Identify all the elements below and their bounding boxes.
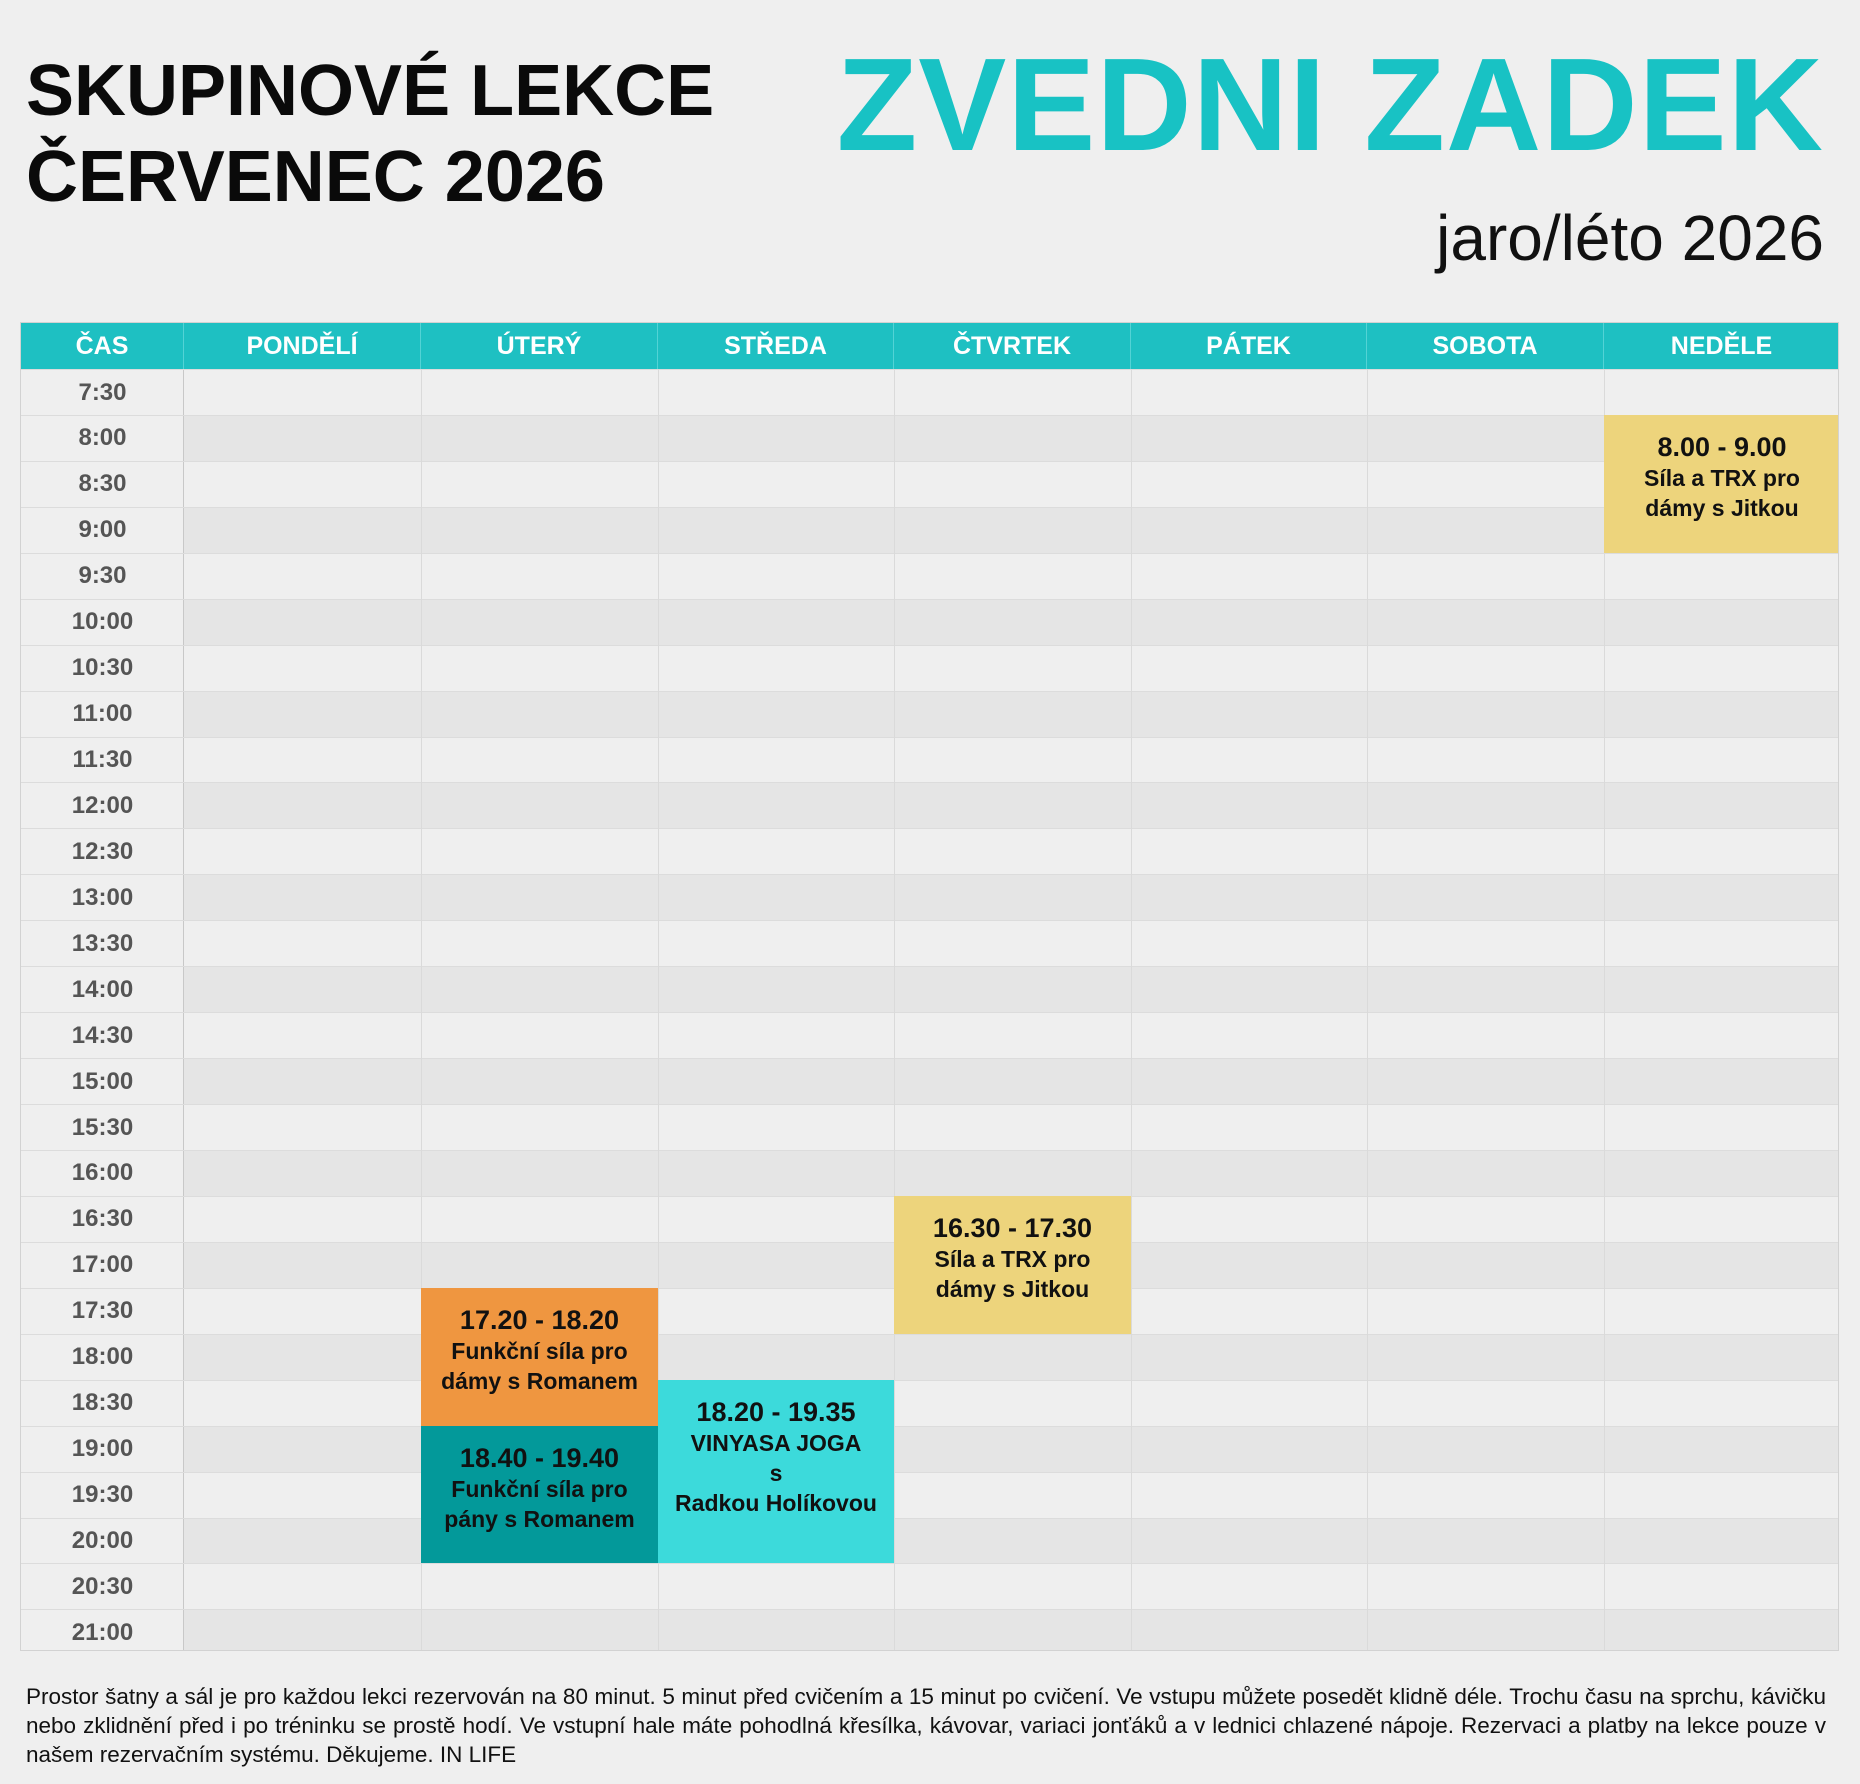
schedule-row — [21, 1334, 1838, 1380]
column-divider — [1604, 369, 1605, 1650]
time-label: 15:30 — [21, 1104, 184, 1150]
schedule-header — [21, 323, 1838, 369]
title-line-1: SKUPINOVÉ LEKCE — [26, 51, 715, 131]
schedule-row — [21, 1150, 1838, 1196]
time-label: 11:00 — [21, 691, 184, 737]
event-description: VINYASA JOGA s Radkou Holíkovou — [675, 1429, 877, 1516]
column-divider — [1367, 369, 1368, 1650]
column-header-patek: PÁTEK — [1131, 323, 1367, 369]
time-label: 10:30 — [21, 645, 184, 691]
time-label: 16:30 — [21, 1196, 184, 1242]
column-header-streda: STŘEDA — [658, 323, 894, 369]
time-label: 20:30 — [21, 1563, 184, 1609]
schedule-row — [21, 461, 1838, 507]
time-label: 10:00 — [21, 599, 184, 645]
column-header-sobota: SOBOTA — [1367, 323, 1604, 369]
class-event-streda[interactable] — [658, 1380, 894, 1564]
time-label: 17:00 — [21, 1242, 184, 1288]
class-event-nedele[interactable] — [1604, 415, 1839, 553]
schedule-row — [21, 599, 1838, 645]
column-header-ctvrtek: ČTVRTEK — [894, 323, 1131, 369]
event-time: 8.00 - 9.00 — [1657, 431, 1787, 462]
schedule-row — [21, 507, 1838, 553]
schedule-row — [21, 920, 1838, 966]
time-label: 15:00 — [21, 1058, 184, 1104]
schedule-row — [21, 782, 1838, 828]
event-description: Síla a TRX pro dámy s Jitkou — [934, 1245, 1091, 1302]
time-label: 9:30 — [21, 553, 184, 599]
time-label: 14:00 — [21, 966, 184, 1012]
schedule-row — [21, 1058, 1838, 1104]
time-label: 14:30 — [21, 1012, 184, 1058]
event-description: Funkční síla pro dámy s Romanem — [441, 1337, 638, 1394]
schedule-row — [21, 737, 1838, 783]
schedule-row — [21, 828, 1838, 874]
time-label: 19:30 — [21, 1472, 184, 1518]
season-label: jaro/léto 2026 — [1436, 202, 1824, 274]
time-label: 18:00 — [21, 1334, 184, 1380]
schedule-row — [21, 369, 1838, 415]
event-time: 18.40 - 19.40 — [459, 1442, 620, 1473]
schedule-row — [21, 966, 1838, 1012]
class-event-ctvrtek[interactable] — [894, 1196, 1131, 1334]
time-label: 19:00 — [21, 1426, 184, 1472]
column-divider — [1131, 369, 1132, 1650]
class-event-utery[interactable] — [421, 1426, 658, 1564]
time-label: 21:00 — [21, 1609, 184, 1651]
column-header-utery: ÚTERÝ — [421, 323, 658, 369]
time-label: 11:30 — [21, 737, 184, 783]
schedule-row — [21, 1472, 1838, 1518]
event-time: 18.20 - 19.35 — [696, 1396, 856, 1427]
schedule-row — [21, 1609, 1838, 1651]
event-description: Funkční síla pro pány s Romanem — [444, 1475, 635, 1532]
column-divider — [894, 369, 895, 1650]
time-label: 17:30 — [21, 1288, 184, 1334]
time-label: 7:30 — [21, 369, 184, 415]
title-line-2: ČERVENEC 2026 — [26, 137, 605, 217]
time-label: 13:00 — [21, 874, 184, 920]
schedule-row — [21, 1104, 1838, 1150]
schedule-row — [21, 415, 1838, 461]
event-description: Síla a TRX pro dámy s Jitkou — [1644, 464, 1800, 521]
time-label: 9:00 — [21, 507, 184, 553]
event-time: 17.20 - 18.20 — [459, 1304, 620, 1335]
schedule-row — [21, 645, 1838, 691]
column-header-cas: ČAS — [21, 323, 184, 369]
brand-logo: ZVEDNI ZADEK — [836, 31, 1824, 178]
schedule-row — [21, 1426, 1838, 1472]
schedule-row — [21, 1518, 1838, 1564]
schedule-row — [21, 1012, 1838, 1058]
column-header-nedele: NEDĚLE — [1604, 323, 1839, 369]
schedule-row — [21, 553, 1838, 599]
class-event-utery[interactable] — [421, 1288, 658, 1426]
column-header-pondeli: PONDĚLÍ — [184, 323, 421, 369]
time-label: 8:00 — [21, 415, 184, 461]
time-label: 13:30 — [21, 920, 184, 966]
time-label: 20:00 — [21, 1518, 184, 1564]
schedule-row — [21, 874, 1838, 920]
time-label: 16:00 — [21, 1150, 184, 1196]
time-label: 12:30 — [21, 828, 184, 874]
time-label: 18:30 — [21, 1380, 184, 1426]
schedule-grid — [20, 322, 1839, 1651]
time-label: 12:00 — [21, 782, 184, 828]
schedule-row — [21, 1380, 1838, 1426]
event-time: 16.30 - 17.30 — [932, 1212, 1093, 1243]
footer-note: Prostor šatny a sál je pro každou lekci rezervován na 80 minut. 5 minut před cvičením a 15 minut po cvičení. Ve vstupu můžete posedět klidně déle. Trochu času na sprchu, kávičku nebo zklidnění před i po tréninku se prostě hodí. Ve vstupní hale máte pohodlná křesílka, kávovar, variaci jonťáků a v lednici chlazené nápoje. Rezervaci a platby na lekce pouze v našem rezervačním systému. Děkujeme. IN LIFE — [26, 1684, 1826, 1767]
time-label: 8:30 — [21, 461, 184, 507]
page-title — [26, 48, 714, 220]
schedule-row — [21, 1563, 1838, 1609]
schedule-row — [21, 691, 1838, 737]
